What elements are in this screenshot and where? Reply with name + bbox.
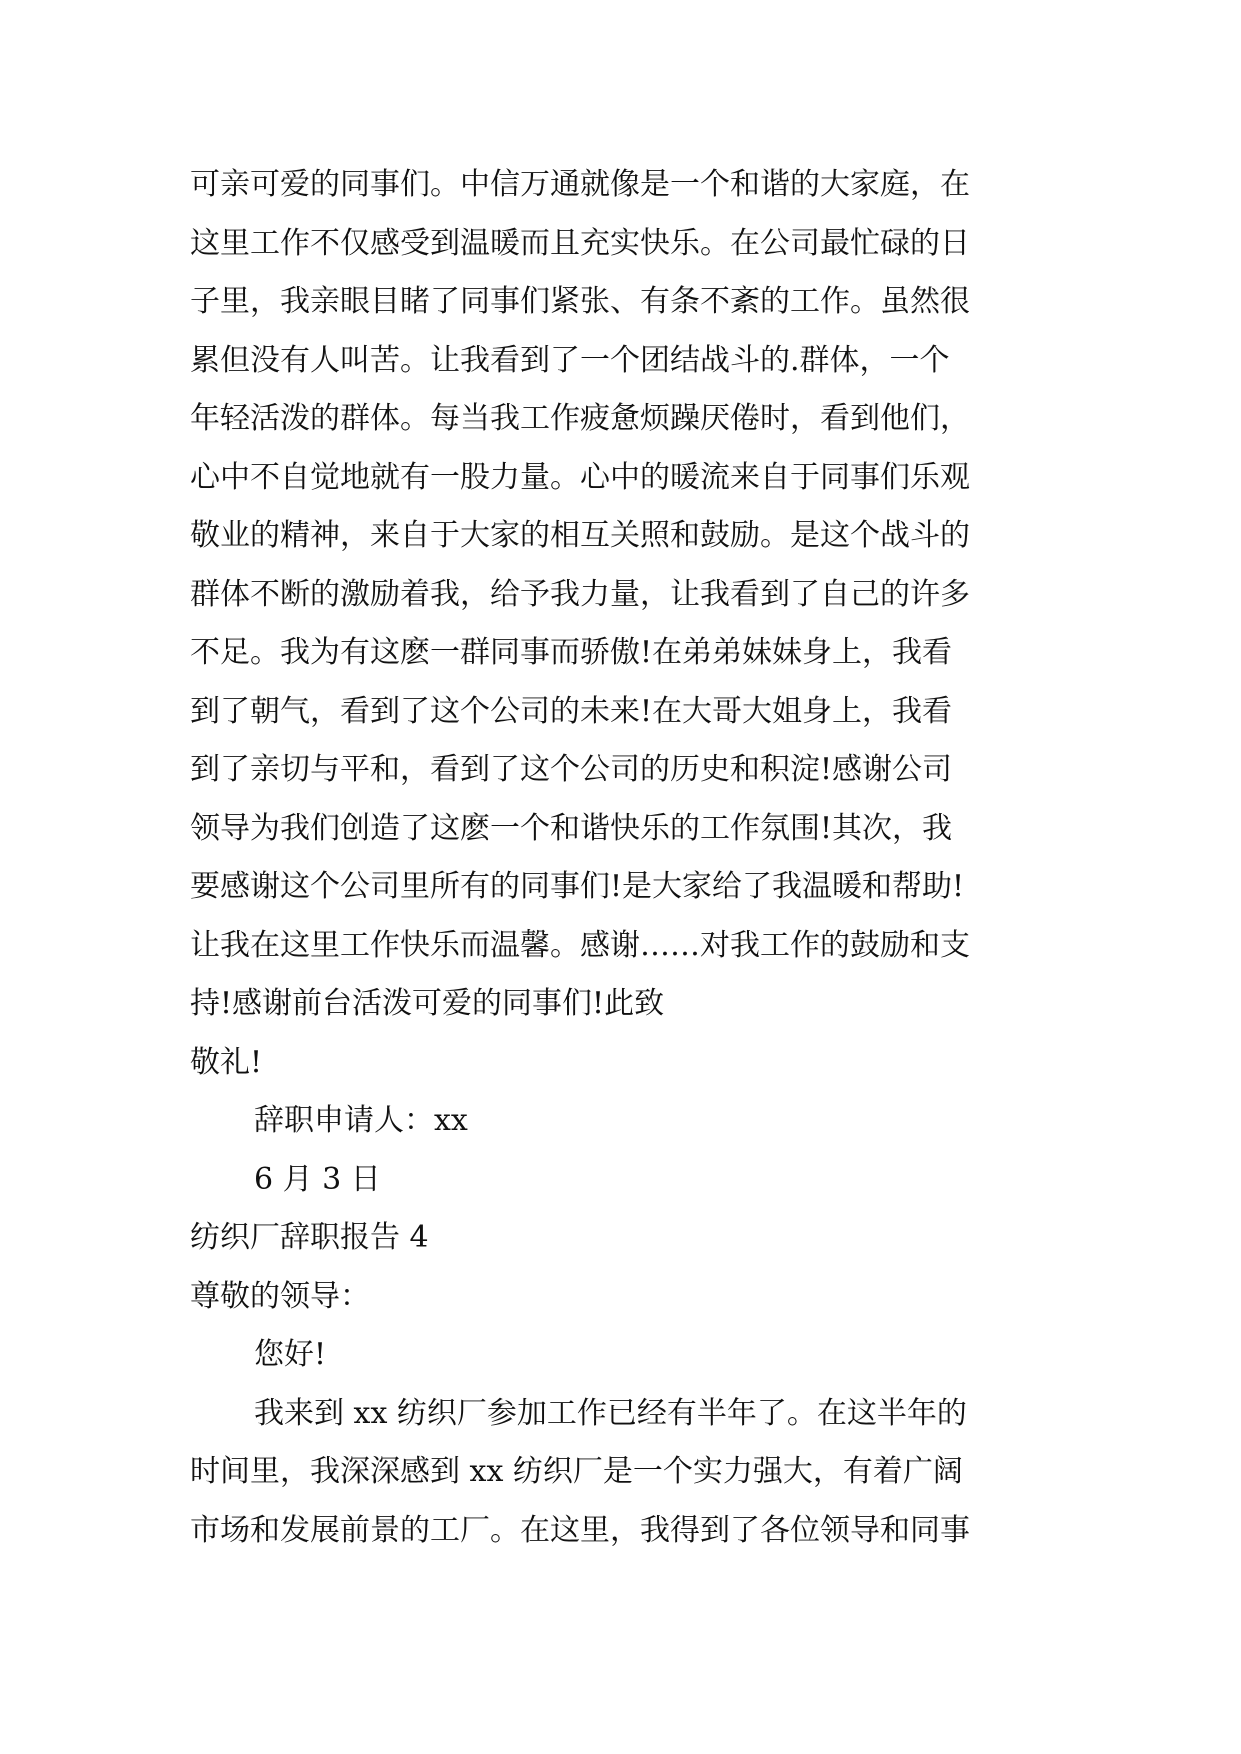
text-line: 累但没有人叫苦。让我看到了一个团结战斗的.群体，一个 — [190, 342, 950, 378]
text-line: 年轻活泼的群体。每当我工作疲惫烦躁厌倦时，看到他们， — [190, 401, 970, 436]
text-line: 不足。我为有这麽一群同事而骄傲!在弟弟妹妹身上，我看 — [190, 635, 953, 670]
text-line: 心中不自觉地就有一股力量。心中的暖流来自于同事们乐观 — [190, 459, 970, 495]
greeting: 您好! — [254, 1337, 327, 1372]
date-line: 6 月 3 日 — [254, 1161, 381, 1197]
text-line: 敬业的精神，来自于大家的相互关照和鼓励。是这个战斗的 — [190, 518, 970, 553]
text-line: 市场和发展前景的工厂。在这里，我得到了各位领导和同事 — [190, 1512, 970, 1548]
text-line: 领导为我们创造了这麽一个和谐快乐的工作氛围!其次，我 — [190, 810, 953, 846]
section-title: 纺织厂辞职报告 4 — [190, 1220, 429, 1255]
document-body — [190, 156, 1090, 1560]
text-line: 到了朝气，看到了这个公司的未来!在大哥大姐身上，我看 — [190, 693, 953, 729]
signature-line: 辞职申请人：xx — [254, 1103, 468, 1138]
closing-salutation: 敬礼! — [190, 1044, 263, 1080]
text-line: 这里工作不仅感受到温暖而且充实快乐。在公司最忙碌的日 — [190, 225, 970, 261]
text-line: 让我在这里工作快乐而温馨。感谢……对我工作的鼓励和支 — [190, 927, 970, 963]
text-line: 群体不断的激励着我，给予我力量，让我看到了自己的许多 — [190, 576, 970, 612]
text-line: 持!感谢前台活泼可爱的同事们!此致 — [190, 986, 665, 1021]
text-line: 要感谢这个公司里所有的同事们!是大家给了我温暖和帮助! — [190, 869, 965, 904]
text-line: 时间里，我深深感到 xx 纺织厂是一个实力强大，有着广阔 — [190, 1454, 963, 1489]
text-line: 到了亲切与平和，看到了这个公司的历史和积淀!感谢公司 — [190, 752, 953, 787]
salutation: 尊敬的领导： — [190, 1278, 370, 1314]
text-line: 可亲可爱的同事们。中信万通就像是一个和谐的大家庭，在 — [190, 167, 970, 202]
text-line: 我来到 xx 纺织厂参加工作已经有半年了。在这半年的 — [254, 1395, 967, 1431]
text-line: 子里，我亲眼目睹了同事们紧张、有条不紊的工作。虽然很 — [190, 284, 970, 319]
